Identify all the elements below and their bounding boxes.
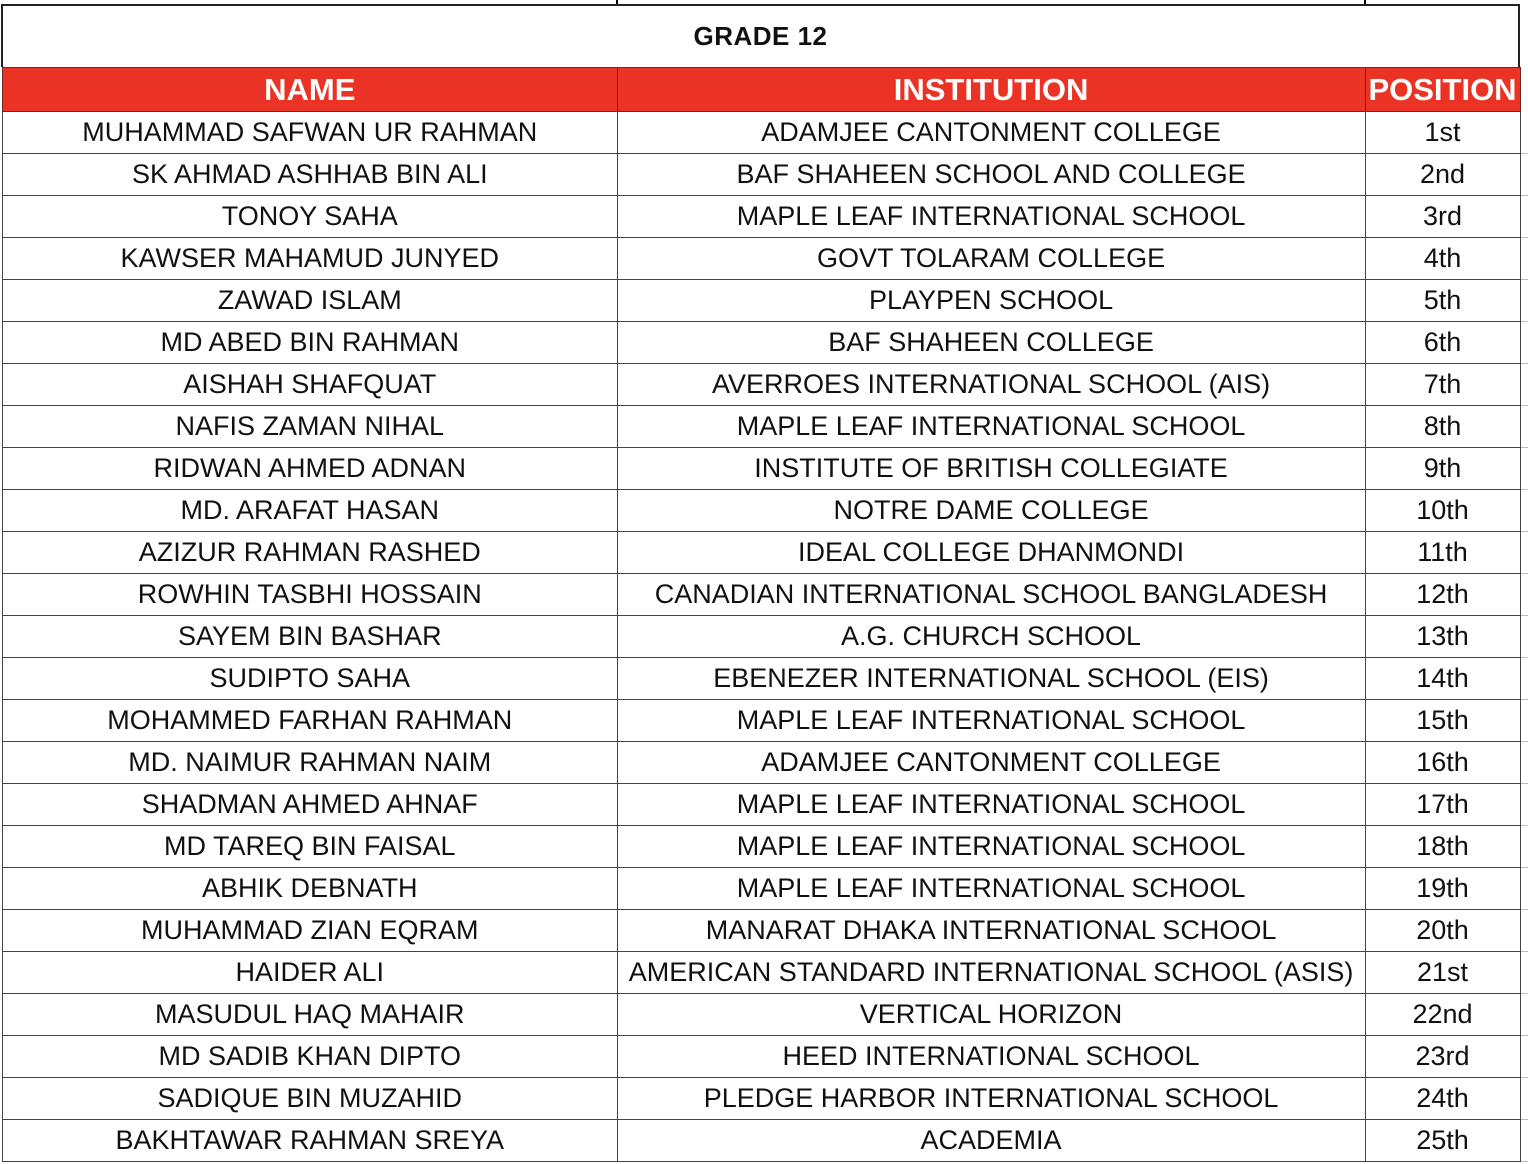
table-row: [3, 742, 1528, 784]
empty-cell[interactable]: [1520, 1078, 1528, 1120]
cell-name[interactable]: MASUDUL HAQ MAHAIR: [3, 994, 618, 1036]
cell-name[interactable]: HAIDER ALI: [3, 952, 618, 994]
table-row: [3, 952, 1528, 994]
cell-name[interactable]: MD TAREQ BIN FAISAL: [3, 826, 618, 868]
cell-name[interactable]: AZIZUR RAHMAN RASHED: [3, 532, 618, 574]
cell-position[interactable]: 11th: [1365, 532, 1520, 574]
cell-name[interactable]: ABHIK DEBNATH: [3, 868, 618, 910]
cell-position[interactable]: 4th: [1365, 238, 1520, 280]
cell-name[interactable]: SHADMAN AHMED AHNAF: [3, 784, 618, 826]
cell-position[interactable]: 10th: [1365, 490, 1520, 532]
empty-cell[interactable]: [1520, 364, 1528, 406]
table-row: [3, 490, 1528, 532]
table-row: [3, 532, 1528, 574]
cell-institution[interactable]: MAPLE LEAF INTERNATIONAL SCHOOL: [617, 700, 1365, 742]
empty-cell[interactable]: [1520, 868, 1528, 910]
table-row: [3, 1120, 1528, 1162]
table-row: [3, 826, 1528, 868]
empty-cell[interactable]: [1520, 280, 1528, 322]
cell-position[interactable]: 15th: [1365, 700, 1520, 742]
cell-institution[interactable]: GOVT TOLARAM COLLEGE: [617, 238, 1365, 280]
table-row: [3, 112, 1528, 154]
table-row: [3, 322, 1528, 364]
cell-position[interactable]: 17th: [1365, 784, 1520, 826]
cell-institution[interactable]: IDEAL COLLEGE DHANMONDI: [617, 532, 1365, 574]
cell-institution[interactable]: NOTRE DAME COLLEGE: [617, 490, 1365, 532]
cell-institution[interactable]: BAF SHAHEEN COLLEGE: [617, 322, 1365, 364]
empty-cell[interactable]: [1520, 1120, 1528, 1162]
empty-cell[interactable]: [1520, 994, 1528, 1036]
table-row: [3, 994, 1528, 1036]
table-row: [3, 616, 1528, 658]
table-row: [3, 154, 1528, 196]
cell-name[interactable]: SUDIPTO SAHA: [3, 658, 618, 700]
empty-cell[interactable]: [1520, 742, 1528, 784]
cell-institution[interactable]: EBENEZER INTERNATIONAL SCHOOL (EIS): [617, 658, 1365, 700]
cell-position[interactable]: 9th: [1365, 448, 1520, 490]
cell-name[interactable]: SADIQUE BIN MUZAHID: [3, 1078, 618, 1120]
cell-institution[interactable]: AVERROES INTERNATIONAL SCHOOL (AIS): [617, 364, 1365, 406]
cell-institution[interactable]: HEED INTERNATIONAL SCHOOL: [617, 1036, 1365, 1078]
cell-name[interactable]: SK AHMAD ASHHAB BIN ALI: [3, 154, 618, 196]
cell-position[interactable]: 13th: [1365, 616, 1520, 658]
table-row: [3, 196, 1528, 238]
cell-name[interactable]: MD SADIB KHAN DIPTO: [3, 1036, 618, 1078]
cell-name[interactable]: ROWHIN TASBHI HOSSAIN: [3, 574, 618, 616]
cell-institution[interactable]: ADAMJEE CANTONMENT COLLEGE: [617, 742, 1365, 784]
table-row: [3, 1078, 1528, 1120]
header-row: [3, 68, 1528, 112]
cell-name[interactable]: SAYEM BIN BASHAR: [3, 616, 618, 658]
cell-position[interactable]: 20th: [1365, 910, 1520, 952]
empty-cell[interactable]: [1520, 574, 1528, 616]
empty-cell[interactable]: [1520, 406, 1528, 448]
cell-institution[interactable]: A.G. CHURCH SCHOOL: [617, 616, 1365, 658]
empty-cell[interactable]: [1520, 616, 1528, 658]
cell-position[interactable]: 8th: [1365, 406, 1520, 448]
table-row: [3, 868, 1528, 910]
empty-cell[interactable]: [1520, 490, 1528, 532]
cell-position[interactable]: 12th: [1365, 574, 1520, 616]
cell-name[interactable]: MUHAMMAD SAFWAN UR RAHMAN: [3, 112, 618, 154]
cell-position[interactable]: 7th: [1365, 364, 1520, 406]
page-title: GRADE 12: [1, 4, 1520, 67]
column-header-name: NAME: [3, 68, 618, 112]
cell-position[interactable]: 5th: [1365, 280, 1520, 322]
cell-institution[interactable]: PLAYPEN SCHOOL: [617, 280, 1365, 322]
cell-institution[interactable]: MAPLE LEAF INTERNATIONAL SCHOOL: [617, 406, 1365, 448]
empty-cell[interactable]: [1520, 910, 1528, 952]
empty-cell[interactable]: [1520, 784, 1528, 826]
table-row: [3, 658, 1528, 700]
results-table: [2, 67, 1528, 1162]
cell-name[interactable]: ZAWAD ISLAM: [3, 280, 618, 322]
table-row: [3, 784, 1528, 826]
cell-position[interactable]: 6th: [1365, 322, 1520, 364]
cell-position[interactable]: 22nd: [1365, 994, 1520, 1036]
cell-institution[interactable]: AMERICAN STANDARD INTERNATIONAL SCHOOL (ASIS): [617, 952, 1365, 994]
cell-institution[interactable]: CANADIAN INTERNATIONAL SCHOOL BANGLADESH: [617, 574, 1365, 616]
cell-name[interactable]: MUHAMMAD ZIAN EQRAM: [3, 910, 618, 952]
cell-position[interactable]: 24th: [1365, 1078, 1520, 1120]
cell-position[interactable]: 23rd: [1365, 1036, 1520, 1078]
cell-position[interactable]: 3rd: [1365, 196, 1520, 238]
table-row: [3, 406, 1528, 448]
cell-institution[interactable]: MAPLE LEAF INTERNATIONAL SCHOOL: [617, 196, 1365, 238]
cell-name[interactable]: MOHAMMED FARHAN RAHMAN: [3, 700, 618, 742]
cell-position[interactable]: 16th: [1365, 742, 1520, 784]
table-row: [3, 1036, 1528, 1078]
empty-cell[interactable]: [1520, 532, 1528, 574]
empty-cell[interactable]: [1520, 826, 1528, 868]
empty-cell[interactable]: [1520, 112, 1528, 154]
cell-position[interactable]: 25th: [1365, 1120, 1520, 1162]
table-row: [3, 280, 1528, 322]
cell-institution[interactable]: ADAMJEE CANTONMENT COLLEGE: [617, 112, 1365, 154]
cell-name[interactable]: RIDWAN AHMED ADNAN: [3, 448, 618, 490]
cell-position[interactable]: 18th: [1365, 826, 1520, 868]
cell-institution[interactable]: MAPLE LEAF INTERNATIONAL SCHOOL: [617, 784, 1365, 826]
cell-institution[interactable]: ACADEMIA: [617, 1120, 1365, 1162]
cell-institution[interactable]: VERTICAL HORIZON: [617, 994, 1365, 1036]
cell-institution[interactable]: INSTITUTE OF BRITISH COLLEGIATE: [617, 448, 1365, 490]
cell-name[interactable]: NAFIS ZAMAN NIHAL: [3, 406, 618, 448]
table-row: [3, 910, 1528, 952]
cell-name[interactable]: MD ABED BIN RAHMAN: [3, 322, 618, 364]
cell-name[interactable]: KAWSER MAHAMUD JUNYED: [3, 238, 618, 280]
empty-cell[interactable]: [1520, 154, 1528, 196]
empty-cell[interactable]: [1520, 196, 1528, 238]
empty-cell[interactable]: [1520, 238, 1528, 280]
empty-cell[interactable]: [1520, 952, 1528, 994]
cell-institution[interactable]: MAPLE LEAF INTERNATIONAL SCHOOL: [617, 868, 1365, 910]
table-row: [3, 448, 1528, 490]
cell-institution[interactable]: PLEDGE HARBOR INTERNATIONAL SCHOOL: [617, 1078, 1365, 1120]
cell-name[interactable]: MD. ARAFAT HASAN: [3, 490, 618, 532]
cell-position[interactable]: 1st: [1365, 112, 1520, 154]
cell-name[interactable]: BAKHTAWAR RAHMAN SREYA: [3, 1120, 618, 1162]
column-header-position: POSITION: [1365, 68, 1520, 112]
cell-institution[interactable]: MAPLE LEAF INTERNATIONAL SCHOOL: [617, 826, 1365, 868]
table-row: [3, 574, 1528, 616]
empty-cell[interactable]: [1520, 658, 1528, 700]
empty-cell[interactable]: [1520, 322, 1528, 364]
column-header-institution: INSTITUTION: [617, 68, 1365, 112]
cell-institution[interactable]: BAF SHAHEEN SCHOOL AND COLLEGE: [617, 154, 1365, 196]
cell-position[interactable]: 2nd: [1365, 154, 1520, 196]
cell-institution[interactable]: MANARAT DHAKA INTERNATIONAL SCHOOL: [617, 910, 1365, 952]
cell-name[interactable]: TONOY SAHA: [3, 196, 618, 238]
empty-cell[interactable]: [1520, 700, 1528, 742]
empty-cell[interactable]: [1520, 1036, 1528, 1078]
table-row: [3, 238, 1528, 280]
table-row: [3, 700, 1528, 742]
empty-cell[interactable]: [1520, 448, 1528, 490]
cell-position[interactable]: 21st: [1365, 952, 1520, 994]
cell-position[interactable]: 19th: [1365, 868, 1520, 910]
cell-name[interactable]: AISHAH SHAFQUAT: [3, 364, 618, 406]
cell-position[interactable]: 14th: [1365, 658, 1520, 700]
cell-name[interactable]: MD. NAIMUR RAHMAN NAIM: [3, 742, 618, 784]
table-row: [3, 364, 1528, 406]
empty-cell: [1520, 68, 1528, 112]
